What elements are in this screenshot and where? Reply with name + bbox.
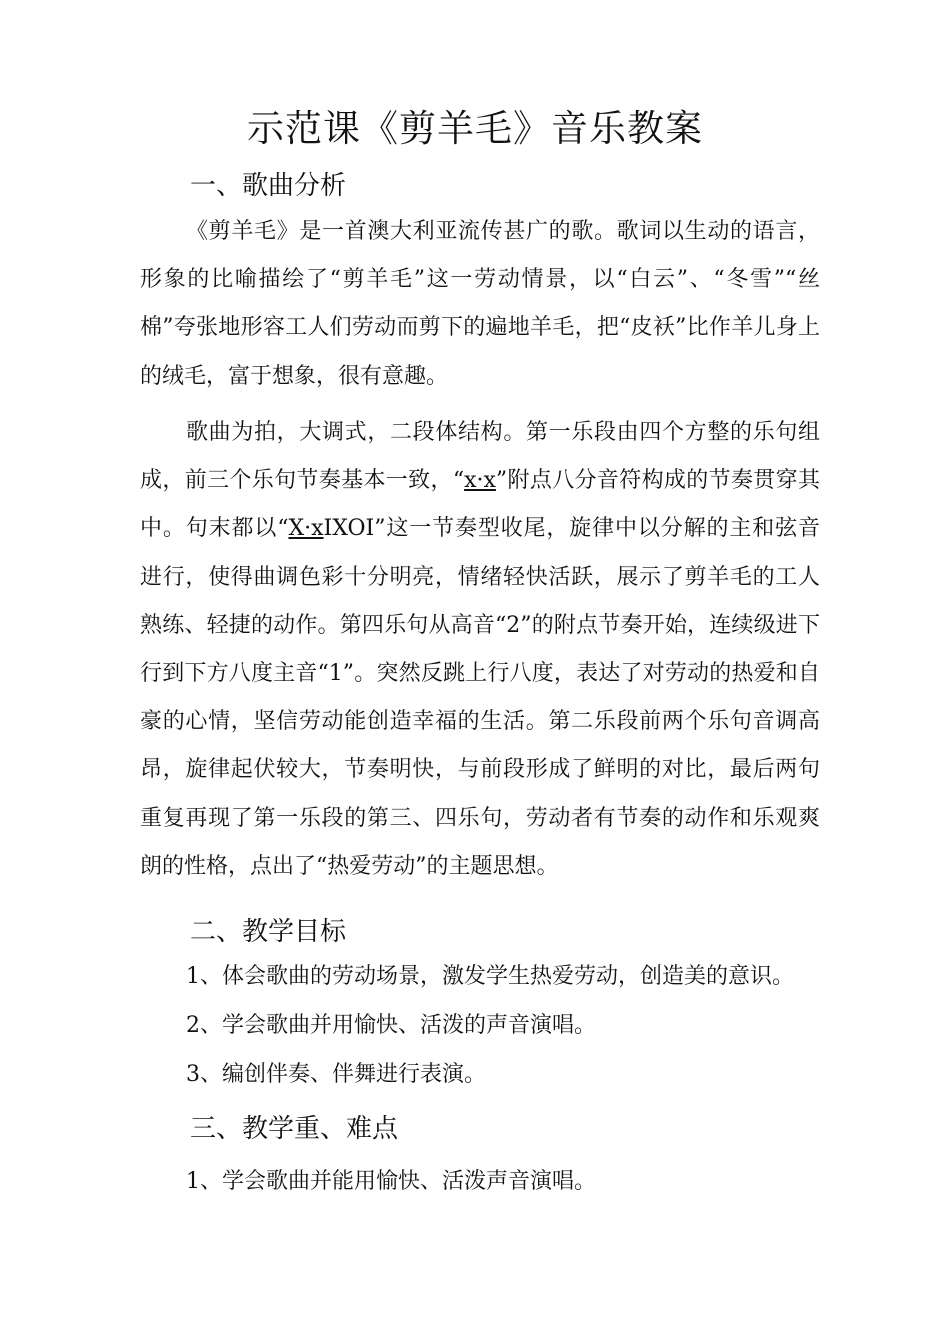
- rhythm-notation-dotted: x·x: [464, 468, 496, 494]
- structure-text-part1: 歌曲为拍，大调式，二段体结构。第一乐段由四个方整的乐句组成，前三个乐句节奏基本一致，“: [140, 420, 820, 494]
- section-heading-key-points: 三、教学重、难点: [190, 1114, 399, 1144]
- rhythm-notation-ending: X·x: [288, 516, 324, 542]
- goal-item-3: 3、编创伴奏、伴舞进行表演。: [186, 1062, 486, 1087]
- goal-item-1: 1、体会歌曲的劳动场景，激发学生热爱劳动，创造美的意识。: [186, 964, 794, 989]
- key-point-item-1: 1、学会歌曲并能用愉快、活泼声音演唱。: [186, 1169, 596, 1194]
- structure-text-part3: IXOI”这一节奏型收尾，旋律中以分解的主和弦音进行，使得曲调色彩十分明亮，情绪轻快活跃，展示了剪羊毛的工人熟练、轻捷的动作。第四乐句从高音“2”的附点节奏开始，连续级进下行到下方八度主音“1”。突然反跳上行八度，表达了对劳动的热爱和自豪的心情，坚信劳动能创造幸福的生活。第二乐段前两个乐句音调高昂，旋律起伏较大，节奏明快，与前段形成了鲜明的对比，最后两句重复再现了第一乐段的第三、四乐句，劳动者有节奏的动作和乐观爽朗的性格，点出了“热爱劳动”的主题思想。: [140, 516, 820, 879]
- section-heading-analysis: 一、歌曲分析: [190, 171, 347, 201]
- goal-item-2: 2、学会歌曲并用愉快、活泼的声音演唱。: [186, 1013, 596, 1038]
- paragraph-song-structure: [140, 409, 820, 891]
- paragraph-song-intro: 《剪羊毛》是一首澳大利亚流传甚广的歌。歌词以生动的语言，形象的比喻描绘了“剪羊毛”这一劳动情景，以“白云”、“冬雪”“丝棉”夸张地形容工人们劳动而剪下的遍地羊毛，把“皮袄”比作羊儿身上的绒毛，富于想象，很有意趣。: [140, 219, 820, 389]
- page-title: 示范课《剪羊毛》音乐教案: [247, 107, 703, 150]
- section-heading-goals: 二、教学目标: [190, 917, 347, 947]
- structure-text-part2: ”附点八分音符构成的节奏贯穿其中。句末都以“: [140, 468, 820, 542]
